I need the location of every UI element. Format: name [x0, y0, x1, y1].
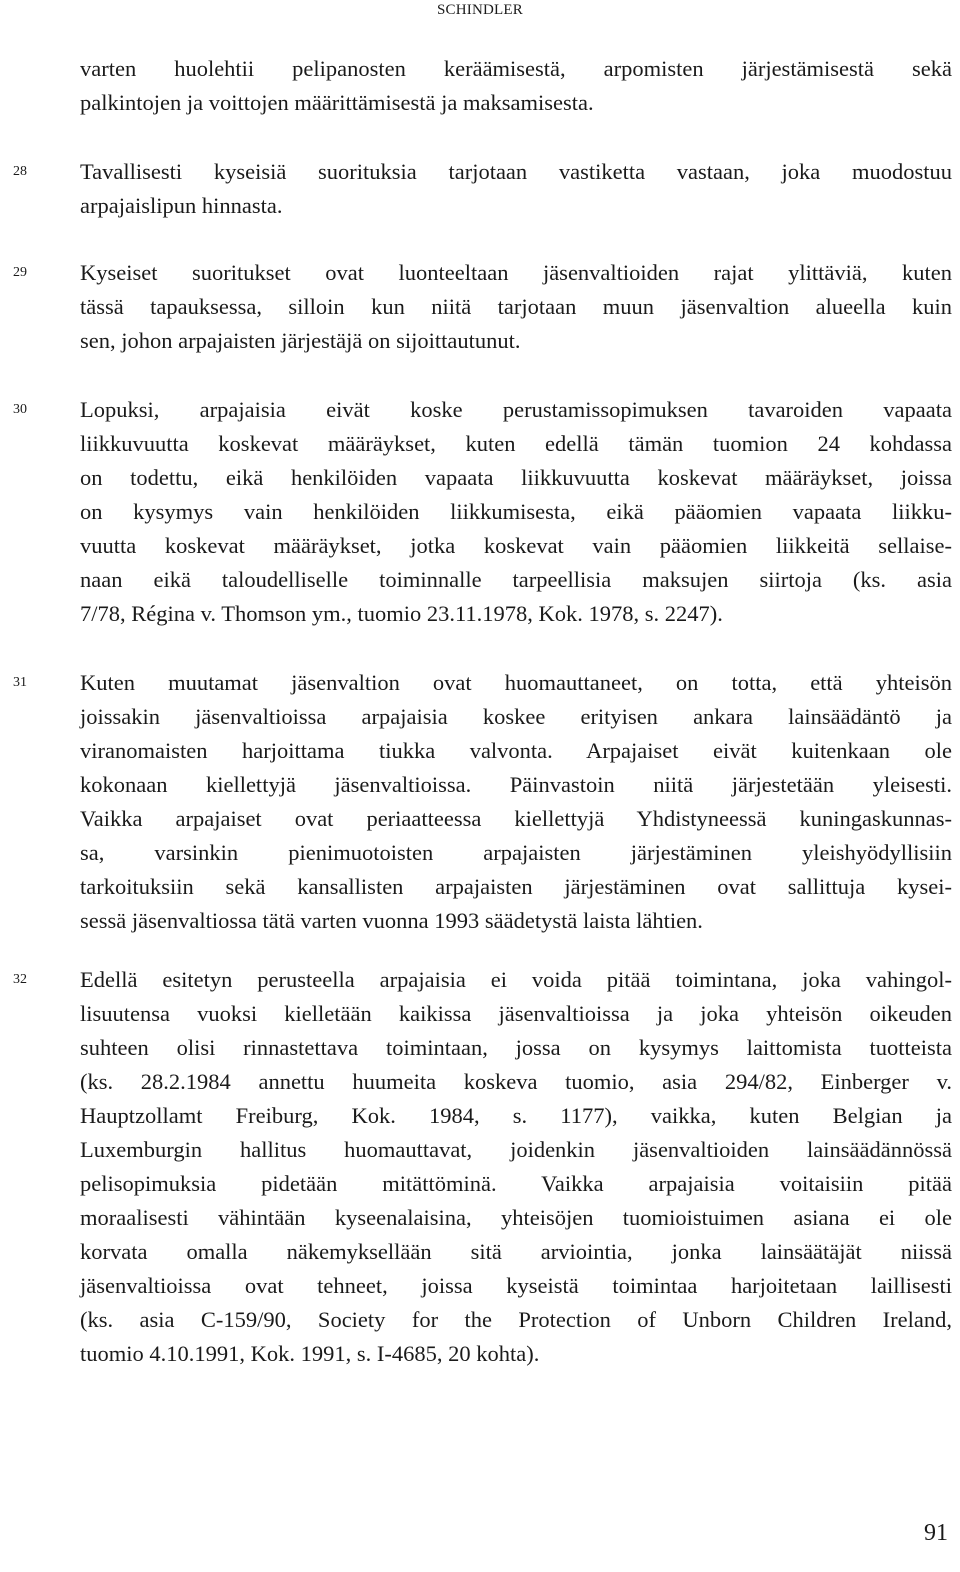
paragraph-line: Edellä esitetyn perusteella arpajaisia ei voida pitää toimintana, joka vahingol- — [80, 967, 952, 992]
paragraph-29 — [80, 256, 952, 358]
paragraph-line: (ks. asia C-159/90, Society for the Protection of Unborn Children Ireland, — [80, 1307, 952, 1332]
paragraph-line: tarkoituksiin sekä kansallisten arpajaisten järjestäminen ovat sallittuja kysei- — [80, 874, 952, 899]
paragraph-28 — [80, 155, 952, 223]
paragraph-line: viranomaisten harjoittama tiukka valvonta. Arpajaiset eivät kuitenkaan ole — [80, 738, 952, 763]
page-number: 91 — [924, 1520, 948, 1546]
paragraph-line: korvata omalla näkemyksellään sitä arviointia, jonka lainsäätäjät niissä — [80, 1239, 952, 1264]
paragraph-line: jäsenvaltioissa ovat tehneet, joissa kyseistä toimintaa harjoitetaan laillisesti — [80, 1273, 952, 1298]
paragraph-continuation — [80, 52, 952, 120]
paragraph-number: 31 — [13, 675, 27, 690]
paragraph-line: Tavallisesti kyseisiä suorituksia tarjotaan vastiketta vastaan, joka muodostuu — [80, 159, 952, 184]
running-header: SCHINDLER — [437, 2, 523, 18]
paragraph-line: Kyseiset suoritukset ovat luonteeltaan jäsenvaltioiden rajat ylittäviä, kuten — [80, 260, 952, 285]
paragraph-line: Lopuksi, arpajaisia eivät koske perustamissopimuksen tavaroiden vapaata — [80, 397, 952, 422]
paragraph-line: sen, johon arpajaisten järjestäjä on sijoittautunut. — [80, 328, 521, 353]
paragraph-line: Hauptzollamt Freiburg, Kok. 1984, s. 1177), vaikka, kuten Belgian ja — [80, 1103, 952, 1128]
paragraph-31 — [80, 666, 952, 938]
paragraph-number: 29 — [13, 265, 27, 280]
paragraph-line: liikkuvuutta koskevat määräykset, kuten edellä tämän tuomion 24 kohdassa — [80, 431, 952, 456]
paragraph-line: sessä jäsenvaltiossa tätä varten vuonna 1993 säädetystä laista lähtien. — [80, 908, 703, 933]
paragraph-line: palkintojen ja voittojen määrittämisestä ja maksamisesta. — [80, 90, 594, 115]
paragraph-line: (ks. 28.2.1984 annettu huumeita koskeva tuomio, asia 294/82, Einberger v. — [80, 1069, 952, 1094]
paragraph-line: Vaikka arpajaiset ovat periaatteessa kiellettyjä Yhdistyneessä kuningaskunnas- — [80, 806, 952, 831]
paragraph-line: on kysymys vain henkilöiden liikkumisesta, eikä pääomien vapaata liikku- — [80, 499, 952, 524]
paragraph-line: naan eikä taloudelliselle toiminnalle tarpeellisia maksujen siirtoja (ks. asia — [80, 567, 952, 592]
paragraph-number: 32 — [13, 972, 27, 987]
paragraph-line: pelisopimuksia pidetään mitättöminä. Vaikka arpajaisia voitaisiin pitää — [80, 1171, 952, 1196]
paragraph-line: kokonaan kiellettyjä jäsenvaltioissa. Päinvastoin niitä järjestetään yleisesti. — [80, 772, 952, 797]
paragraph-line: joissakin jäsenvaltioissa arpajaisia koskee erityisen ankara lainsäädäntö ja — [80, 704, 952, 729]
paragraph-30 — [80, 393, 952, 631]
paragraph-line: moraalisesti vähintään kyseenalaisina, yhteisöjen tuomioistuimen asiana ei ole — [80, 1205, 952, 1230]
paragraph-32 — [80, 963, 952, 1371]
paragraph-line: vuutta koskevat määräykset, jotka koskevat vain pääomien liikkeitä sellaise- — [80, 533, 952, 558]
paragraph-number: 28 — [13, 164, 27, 179]
paragraph-line: Luxemburgin hallitus huomauttavat, joidenkin jäsenvaltioiden lainsäädännössä — [80, 1137, 952, 1162]
paragraph-number: 30 — [13, 402, 27, 417]
paragraph-line: sa, varsinkin pienimuotoisten arpajaisten järjestäminen yleishyödyllisiin — [80, 840, 952, 865]
paragraph-line: suhteen olisi rinnastettava toimintaan, jossa on kysymys laittomista tuotteista — [80, 1035, 952, 1060]
paragraph-line: Kuten muutamat jäsenvaltion ovat huomauttaneet, on totta, että yhteisön — [80, 670, 952, 695]
paragraph-line: tässä tapauksessa, silloin kun niitä tarjotaan muun jäsenvaltion alueella kuin — [80, 294, 952, 319]
paragraph-line: on todettu, eikä henkilöiden vapaata liikkuvuutta koskevat määräykset, joissa — [80, 465, 952, 490]
paragraph-line: lisuutensa vuoksi kielletään kaikissa jäsenvaltioissa ja joka yhteisön oikeuden — [80, 1001, 952, 1026]
paragraph-line: arpajaislipun hinnasta. — [80, 193, 283, 218]
paragraph-line: varten huolehtii pelipanosten keräämisestä, arpomisten järjestämisestä sekä — [80, 56, 952, 81]
paragraph-line: tuomio 4.10.1991, Kok. 1991, s. I-4685, 20 kohta). — [80, 1341, 540, 1366]
paragraph-line: 7/78, Régina v. Thomson ym., tuomio 23.11.1978, Kok. 1978, s. 2247). — [80, 601, 723, 626]
